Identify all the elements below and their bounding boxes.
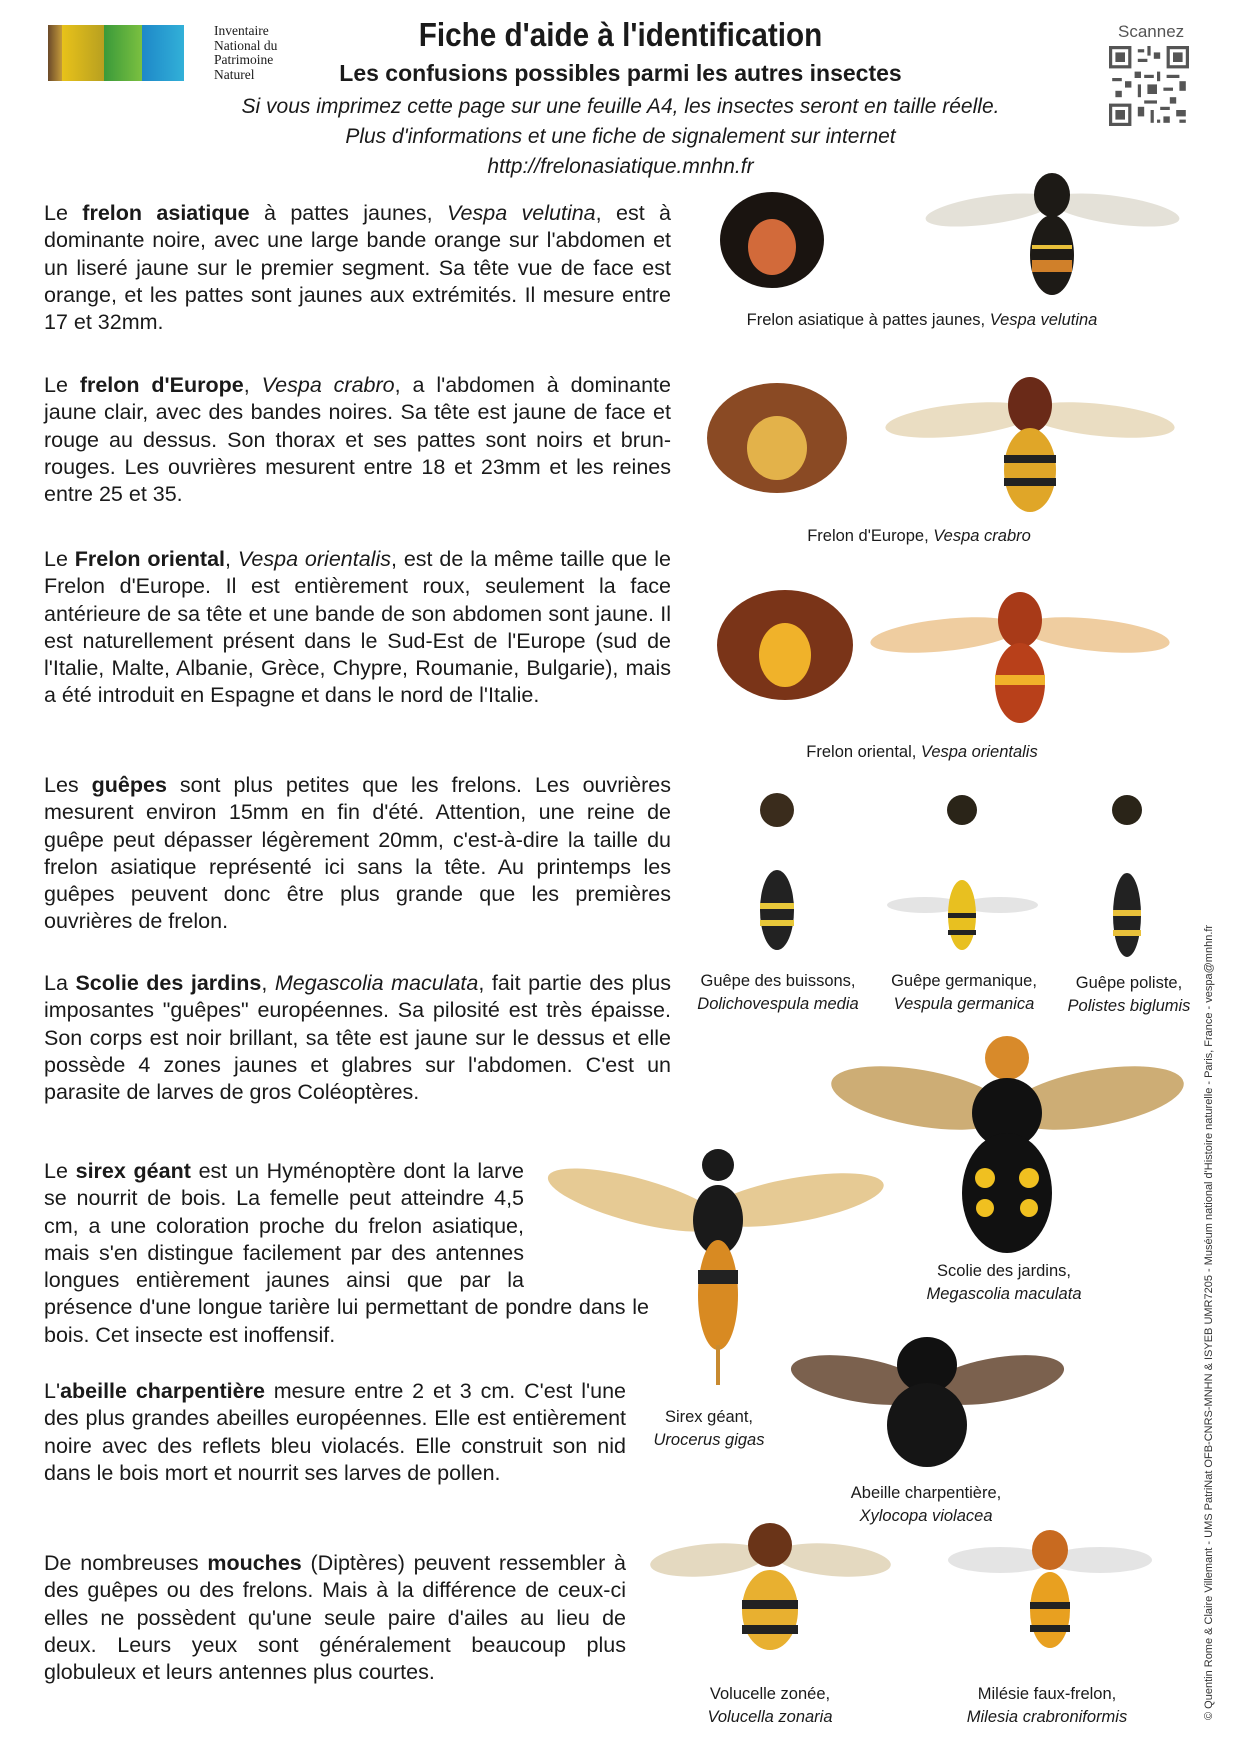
text: Le: [44, 1159, 76, 1183]
caption-milesie: [967, 1683, 1127, 1729]
caption-name: Guêpe poliste,: [1075, 974, 1183, 992]
caption-frelon-europe: [807, 525, 1031, 548]
caption-scientific: Vespa orientalis: [920, 743, 1038, 761]
caption-name: Milésie faux-frelon,: [977, 1685, 1117, 1703]
guepe-buissons-photo: [750, 785, 805, 960]
caption-scientific: Polistes biglumis: [1067, 997, 1191, 1015]
frelon-europe-head-photo: [700, 378, 855, 498]
species-name: Scolie des jardins: [75, 971, 262, 995]
text: (Diptères) peuvent ressembler à des guêpes ou des frelons. Mais à la différence de ceux-ci elles ne possèdent qu'une seule paire d'ailes au lieu de deux. Leurs yeux sont généralement beaucoup plus globuleux et leurs antennes plus courtes.: [44, 1551, 626, 1685]
scan-label: Scannez: [1118, 22, 1185, 41]
scientific-name: Vespa orientalis: [237, 547, 391, 571]
caption-sirex: [654, 1406, 765, 1452]
page-title: Fiche d'aide à l'identification: [418, 16, 823, 53]
caption-frelon-oriental: [806, 741, 1037, 764]
text: , est à dominante noire, avec une large bande orange sur l'abdomen et un liseré jaune sur le premier segment. Sa tête vue de face est orange, et les pattes sont jaunes aux extrémités. Il mesure entre 17 et 32mm.: [44, 201, 672, 335]
website-link[interactable]: http://frelonasiatique.mnhn.fr: [487, 155, 754, 178]
species-name: frelon d'Europe: [79, 373, 244, 397]
caption-name: Frelon oriental,: [806, 743, 921, 761]
text: ,: [225, 547, 238, 571]
paragraph-abeille: [44, 1378, 626, 1487]
guepe-poliste-photo: [1100, 785, 1155, 965]
caption-scientific: Vespula germanica: [893, 995, 1035, 1013]
species-name: mouches: [207, 1551, 302, 1575]
caption-name: Abeille charpentière,: [850, 1484, 1002, 1502]
caption-guepe-germanique: [891, 970, 1037, 1016]
paragraph-mouches: [44, 1550, 626, 1686]
caption-scientific: Milesia crabroniformis: [966, 1708, 1128, 1726]
guepe-germanique-photo: [885, 785, 1040, 960]
text: L': [44, 1379, 61, 1403]
caption-scolie: [927, 1260, 1082, 1306]
species-name: Frelon oriental: [74, 547, 226, 571]
paragraph-frelon-europe: [44, 372, 671, 508]
logo-line: Patrimoine: [214, 52, 274, 67]
frelon-asiatique-head-photo: [715, 185, 830, 295]
caption-name: Scolie des jardins,: [937, 1262, 1071, 1280]
caption-scientific: Volucella zonaria: [707, 1708, 833, 1726]
species-name: frelon asiatique: [82, 201, 250, 225]
text: Les: [44, 773, 92, 797]
caption-name: Frelon asiatique à pattes jaunes,: [746, 311, 990, 329]
page-subtitle: Les confusions possibles parmi les autres insectes: [339, 60, 902, 86]
caption-guepe-poliste: [1068, 972, 1191, 1018]
print-note: Si vous imprimez cette page sur une feuille A4, les insectes seront en taille réelle.: [241, 95, 1000, 118]
caption-frelon-asiatique: [747, 309, 1098, 332]
caption-name: Guêpe germanique,: [891, 972, 1037, 990]
paragraph-frelon-asiatique: [44, 200, 671, 336]
abeille-charpentiere-photo: [785, 1320, 1070, 1470]
caption-scientific: Urocerus gigas: [653, 1431, 765, 1449]
frelon-oriental-photo: [865, 565, 1175, 730]
text: , fait partie des plus imposantes "guêpes" européennes. Sa pilosité est très épaisse. Son corps est noir brillant, sa tête est jaune sur le dessus et elle possède 4 zones jaunes et glabres sur l'abdomen. C'est un parasite de larves de gros Coléoptères.: [44, 971, 671, 1105]
logo-line: Naturel: [214, 66, 255, 82]
text: Le: [44, 547, 75, 571]
scientific-name: Vespa crabro: [261, 373, 395, 397]
paragraph-guepes: [44, 772, 671, 936]
text: , a l'abdomen à dominante jaune clair, avec des bandes noires. Sa tête est jaune de face et rouge au dessus. Son thorax et ses pattes sont noirs et brun-rouges. Les ouvrières mesurent entre 18 et 23mm et les reines entre 25 et 35.: [44, 373, 671, 507]
caption-name: Sirex géant,: [664, 1408, 754, 1426]
frelon-oriental-head-photo: [710, 585, 860, 705]
text: ,: [243, 373, 262, 397]
text: à pattes jaunes,: [249, 201, 447, 225]
caption-scientific: Vespa crabro: [933, 527, 1031, 545]
logo-line: National du: [214, 37, 278, 53]
photo-credit: © Quentin Rome & Claire Villemant - UMS PatriNat OFB-CNRS-MNHN & ISYEB UMR7205 - Muséum national d'Histoire naturelle - Paris, France - vespa@mnhn.fr: [1203, 924, 1215, 1720]
text: De nombreuses: [44, 1551, 208, 1575]
frelon-asiatique-photo: [920, 140, 1185, 315]
caption-scientific: Xylocopa violacea: [859, 1507, 993, 1525]
caption-name: Volucelle zonée,: [709, 1685, 831, 1703]
paragraph-frelon-oriental: [44, 546, 671, 710]
species-name: guêpes: [91, 773, 167, 797]
text: mesure entre 2 et 3 cm. C'est l'une des plus grandes abeilles européennes. Elle est entièrement noire avec des reflets bleu violacés. Elle construit son nid dans le bois mort et nourrit ses larves de pollen.: [44, 1379, 627, 1485]
text: La: [44, 971, 76, 995]
caption-guepe-buissons: [697, 970, 858, 1016]
text: est un Hyménoptère dont la larve se nourrit de bois. La femelle peut atteindre 4,5 cm, a une coloration proche du frelon asiatique, mais s'en distingue facilement par des antennes longues entièrement jaunes ainsi que par la présence d'une longue tarière lui permettant de pondre dans le bois. Cet insecte est inoffensif.: [44, 1159, 649, 1347]
paragraph-scolie: [44, 970, 671, 1106]
scientific-name: Megascolia maculata: [274, 971, 479, 995]
milesie-photo: [945, 1510, 1155, 1660]
text: , est de la même taille que le Frelon d'Europe. Il est entièrement roux, seulement la face antérieure de sa tête et une bande de son abdomen sont jaune. Il est naturellement présent dans le Sud-Est de l'Europe (sud de l'Italie, Malte, Albanie, Grèce, Chypre, Roumanie, Bulgarie), mais a été introduit en Espagne et dans le nord de l'Italie.: [44, 547, 671, 708]
caption-scientific: Vespa velutina: [989, 311, 1098, 329]
caption-scientific: Dolichovespula media: [697, 995, 859, 1013]
species-name: sirex géant: [75, 1159, 191, 1183]
text: ,: [261, 971, 275, 995]
caption-name: Guêpe des buissons,: [700, 972, 856, 990]
caption-volucelle: [707, 1683, 832, 1729]
info-note: Plus d'informations et une fiche de signalement sur internet: [345, 125, 896, 148]
caption-scientific: Megascolia maculata: [926, 1285, 1082, 1303]
logo-line: Inventaire: [214, 23, 269, 38]
text: sont plus petites que les frelons. Les ouvrières mesurent environ 15mm en fin d'été. Attention, une reine de guêpe peut dépasser légèrement 20mm, c'est-à-dire la taille du frelon asiatique représenté ici sans la tête. Au printemps les guêpes peuvent donc être plus grande que les premières ouvrières de frelon.: [44, 773, 672, 934]
text: Le: [44, 373, 80, 397]
text: Le: [44, 201, 83, 225]
caption-abeille: [851, 1482, 1001, 1528]
species-name: abeille charpentière: [60, 1379, 265, 1403]
scientific-name: Vespa velutina: [446, 201, 596, 225]
frelon-europe-photo: [880, 350, 1180, 520]
caption-name: Frelon d'Europe,: [807, 527, 934, 545]
qr-code[interactable]: [1109, 46, 1189, 126]
